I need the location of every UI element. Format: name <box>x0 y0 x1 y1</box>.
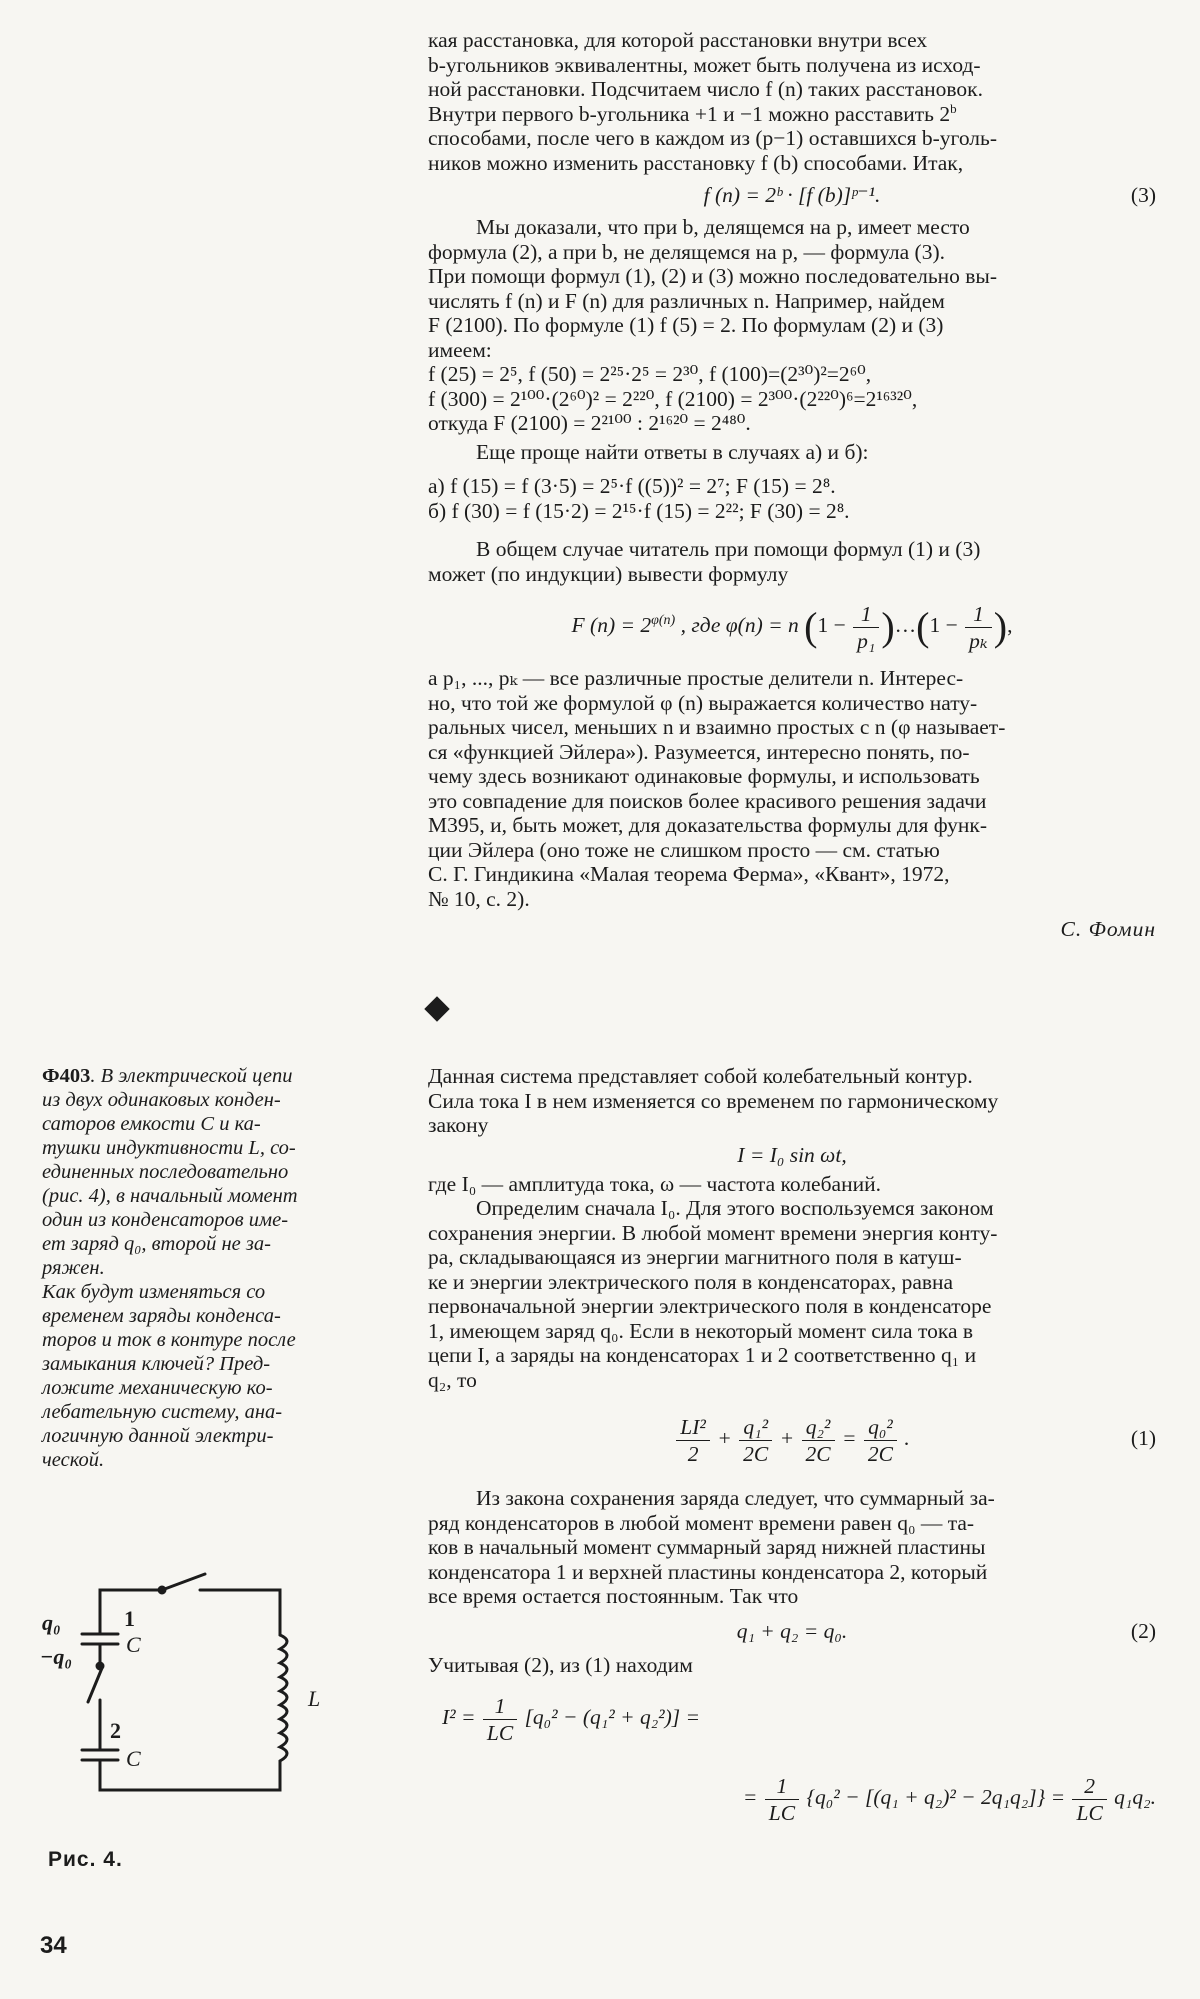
problem-line: Как будут изменяться со <box>42 1281 266 1303</box>
equation-3 <box>428 175 1156 215</box>
equation-1-number: (1) <box>1130 1426 1156 1450</box>
para-5-line: № 10, с. 2). <box>428 886 530 911</box>
case-a: а) f (15) = f (3·5) = 2⁵·f ((5))² = 2⁷; F (15) = 2⁸. <box>428 474 836 498</box>
para-5-line: но, что той же формулой φ (n) выражается количество нату- <box>428 690 978 715</box>
inductor-coil <box>280 1635 287 1761</box>
author-signature: С. Фомин <box>1060 917 1156 941</box>
problem-line: ческой. <box>42 1449 105 1471</box>
circuit-diagram <box>40 1560 340 1820</box>
problem-line: тушки индуктивности L, со- <box>42 1137 296 1159</box>
key-2-blade <box>88 1668 102 1702</box>
solution-line: все время остается постоянным. Так что <box>428 1584 799 1608</box>
solution-line: первоначальной энергии электрического поля в конденсаторе <box>428 1294 992 1318</box>
problem-line: ет заряд q₀, второй не за- <box>42 1233 271 1255</box>
solution-line: конденсатора 1 и верхней пластины конденсатора 2, который <box>428 1559 988 1584</box>
solution-column <box>428 1064 1156 1837</box>
para-1-line: Внутри первого b-угольника +1 и −1 можно расставить 2$^b$ <box>428 100 957 126</box>
solution-line: цепи I, а заряды на конденсаторах 1 и 2 соответственно q₁ и <box>428 1343 977 1367</box>
solution-line: Из закона сохранения заряда следует, что суммарный за- <box>476 1486 995 1510</box>
problem-statement <box>42 1064 352 1472</box>
para-2-line: Мы доказали, что при b, делящемся на p, имеет место <box>476 215 970 239</box>
euler-exponent: φ(n) <box>651 612 676 628</box>
solution-line: 1, имеющем заряд q₀. Если в некоторый момент сила тока в <box>428 1318 974 1343</box>
page-number: 34 <box>40 1932 67 1959</box>
para-1-line: кая расстановка, для которой расстановки внутри всех <box>428 28 928 52</box>
para-5-line: С. Г. Гиндикина «Малая теорема Ферма», «Квант», 1972, <box>428 862 950 886</box>
problem-line: единенных последовательно <box>42 1161 289 1183</box>
euler-lhs: F (n) = 2 <box>571 613 652 637</box>
frac-LI2: $\frac{\text{LI²}}{2}$ <box>676 1414 710 1467</box>
solution-line: сохранения энергии. В любой момент времени энергия конту- <box>428 1220 998 1245</box>
equation-3-body: f (n) = 2ᵇ · [f (b)]ᵖ⁻¹. <box>703 183 881 207</box>
para-5-line: М395, и, быть может, для доказательства формулы для функ- <box>428 813 988 837</box>
problem-line: торов и ток в контуре после <box>42 1329 296 1351</box>
calc-line: f (25) = 2⁵, f (50) = 2²⁵·2⁵ = 2³⁰, f (100)=(2³⁰)²=2⁶⁰, <box>428 362 872 386</box>
figure-caption: Рис. 4. <box>48 1848 123 1871</box>
problem-line: саторов емкости C и ка- <box>42 1113 261 1135</box>
calc-line: откуда F (2100) = 2²¹⁰⁰ : 2¹⁶²⁰ = 2⁴⁸⁰. <box>428 411 751 435</box>
solution-line: q₂, то <box>428 1367 477 1392</box>
equation-current: I = I₀ sin ωt, <box>737 1142 847 1167</box>
label-cap-2-C: C <box>126 1746 141 1771</box>
section-divider-diamond <box>424 996 449 1021</box>
label-q0: q₀ <box>42 1610 61 1635</box>
label-neg-q0: −q₀ <box>40 1644 73 1669</box>
label-cap-1-C: C <box>126 1632 141 1657</box>
equation-1: $\frac{\text{LI²}}{2}$ + $\frac{\text{q₁²}}{2C}$ + $\frac{\text{q₂²}}{2C}$ = $\frac{\text{q₀²}}{2C}$ . (1) <box>428 1398 1156 1478</box>
problem-line: Ф403. В электрической цепи <box>42 1065 293 1087</box>
para-2-line: F (2100). По формуле (1) f (5) = 2. По формулам (2) и (3) <box>428 313 944 337</box>
problem-line: один из конденсаторов име- <box>42 1209 289 1231</box>
problem-label: Ф403 <box>42 1065 91 1087</box>
para-1-line: ников можно изменить расстановку f (b) способами. Итак, <box>428 150 964 175</box>
para-4-line: В общем случае читатель при помощи формул (1) и (3) <box>476 537 981 561</box>
para-1-line: b-угольников эквивалентны, может быть получена из исход- <box>428 52 981 77</box>
problem-line: логичную данной электри- <box>42 1425 274 1447</box>
euler-mid: , где φ(n) = n <box>680 613 799 637</box>
para-2-line: числять f (n) и F (n) для различных n. Например, найдем <box>428 288 945 313</box>
para-5-line: это совпадение для поисков более красивого решения задачи <box>428 788 987 813</box>
para-1-line: ной расстановки. Подсчитаем число f (n) таких расстановок. <box>428 77 983 101</box>
problem-line: ряжен. <box>42 1257 105 1279</box>
solution-line: ряд конденсаторов в любой момент времени равен q₀ — та- <box>428 1510 975 1535</box>
solution-line: Учитывая (2), из (1) находим <box>428 1652 693 1677</box>
para-5-line: а p₁, ..., pₖ — все различные простые делители n. Интерес- <box>428 666 964 690</box>
equation-3-number: (3) <box>1130 183 1156 207</box>
problem-line: лебательную систему, ана- <box>42 1401 283 1423</box>
para-3: Еще проще найти ответы в случаях а) и б): <box>476 439 869 464</box>
para-2-line: При помощи формул (1), (2) и (3) можно последовательно вы- <box>428 264 998 288</box>
solution-line: ра, складывающаяся из энергии магнитного поля в катуш- <box>428 1245 962 1269</box>
para-2-line: формула (2), а при b, не делящемся на p, — формула (3). <box>428 239 945 264</box>
para-2-line: имеем: <box>428 337 492 362</box>
solution-line: ков в начальный момент суммарный заряд нижней пластины <box>428 1535 986 1559</box>
problem-line: временем заряды конденса- <box>42 1305 281 1327</box>
problem-line: (рис. 4), в начальный момент <box>42 1185 298 1207</box>
label-cap-1-number: 1 <box>124 1606 135 1631</box>
frac-q1: $\frac{\text{q₁²}}{2C}$ <box>739 1414 772 1467</box>
problem-line: из двух одинаковых конден- <box>42 1089 281 1111</box>
fraction-1-over-pk: $\frac{1}{\text{pₖ}}$ <box>965 601 992 654</box>
para-5-line: ральных чисел, меньших n и взаимно простых с n (φ называет- <box>428 715 1006 739</box>
solution-line: Сила тока I в нем изменяется со временем по гармоническому <box>428 1088 999 1113</box>
frac-q0: $\frac{\text{q₀²}}{2C}$ <box>864 1414 897 1467</box>
equation-4-line-2: = $\frac{1}{LC}$ {q₀² − [(q₁ + q₂)² − 2q₁q₂]} = $\frac{2}{LC}$ q₁q₂. <box>742 1773 1156 1825</box>
para-4-line: может (по индукции) вывести формулу <box>428 561 789 586</box>
para-5-line: ции Эйлера (оно тоже не слишком просто — см. статью <box>428 837 940 862</box>
top-column <box>428 28 1156 942</box>
key-1-blade <box>162 1574 205 1590</box>
problem-line: замыкания ключей? Пред- <box>42 1353 271 1375</box>
equation-4-line-1: I² = $\frac{1}{LC}$ [q₀² − (q₁² + q₂²)] = <box>442 1693 701 1745</box>
para-5-line: ся «функцией Эйлера»). Разумеется, интересно понять, по- <box>428 739 970 764</box>
calc-line: f (300) = 2¹⁰⁰·(2⁶⁰)² = 2²²⁰, f (2100) = 2³⁰⁰·(2²²⁰)⁶=2¹⁶³²⁰, <box>428 386 918 411</box>
label-cap-2-number: 2 <box>110 1718 121 1743</box>
wire-top-right <box>200 1590 280 1635</box>
solution-line: Определим сначала I₀. Для этого воспользуемся законом <box>476 1196 994 1220</box>
solution-line: закону <box>428 1113 489 1137</box>
solution-line: Данная система представляет собой колебательный контур. <box>428 1064 973 1088</box>
para-5-line: чему здесь возникают одинаковые формулы, и использовать <box>428 764 980 788</box>
equation-2-number: (2) <box>1130 1618 1156 1643</box>
problem-line: ложите механическую ко- <box>42 1377 273 1399</box>
label-inductor-L: L <box>308 1686 321 1711</box>
euler-formula: F $(n) = 2^{\varphi(n)}$ , где φ(n) = n (1 − $\frac{1}{\text{p₁}}$ )…(1 − $\frac{1}{\text{pₖ}}$ ), <box>571 601 1013 653</box>
case-b: б) f (30) = f (15·2) = 2¹⁵·f (15) = 2²²; F (30) = 2⁸. <box>428 498 850 523</box>
frac-q2: $\frac{\text{q₂²}}{2C}$ <box>802 1414 835 1467</box>
equation-2: q₁ + q₂ = q₀. (2) <box>428 1609 1156 1653</box>
solution-line: ке и энергии электрического поля в конденсаторах, равна <box>428 1269 954 1294</box>
solution-line: где I₀ — амплитуда тока, ω — частота колебаний. <box>428 1171 881 1196</box>
para-1-line: способами, после чего в каждом из (p−1) оставшихся b-уголь- <box>428 126 997 150</box>
fraction-1-over-p1: $\frac{1}{\text{p₁}}$ <box>853 601 879 654</box>
